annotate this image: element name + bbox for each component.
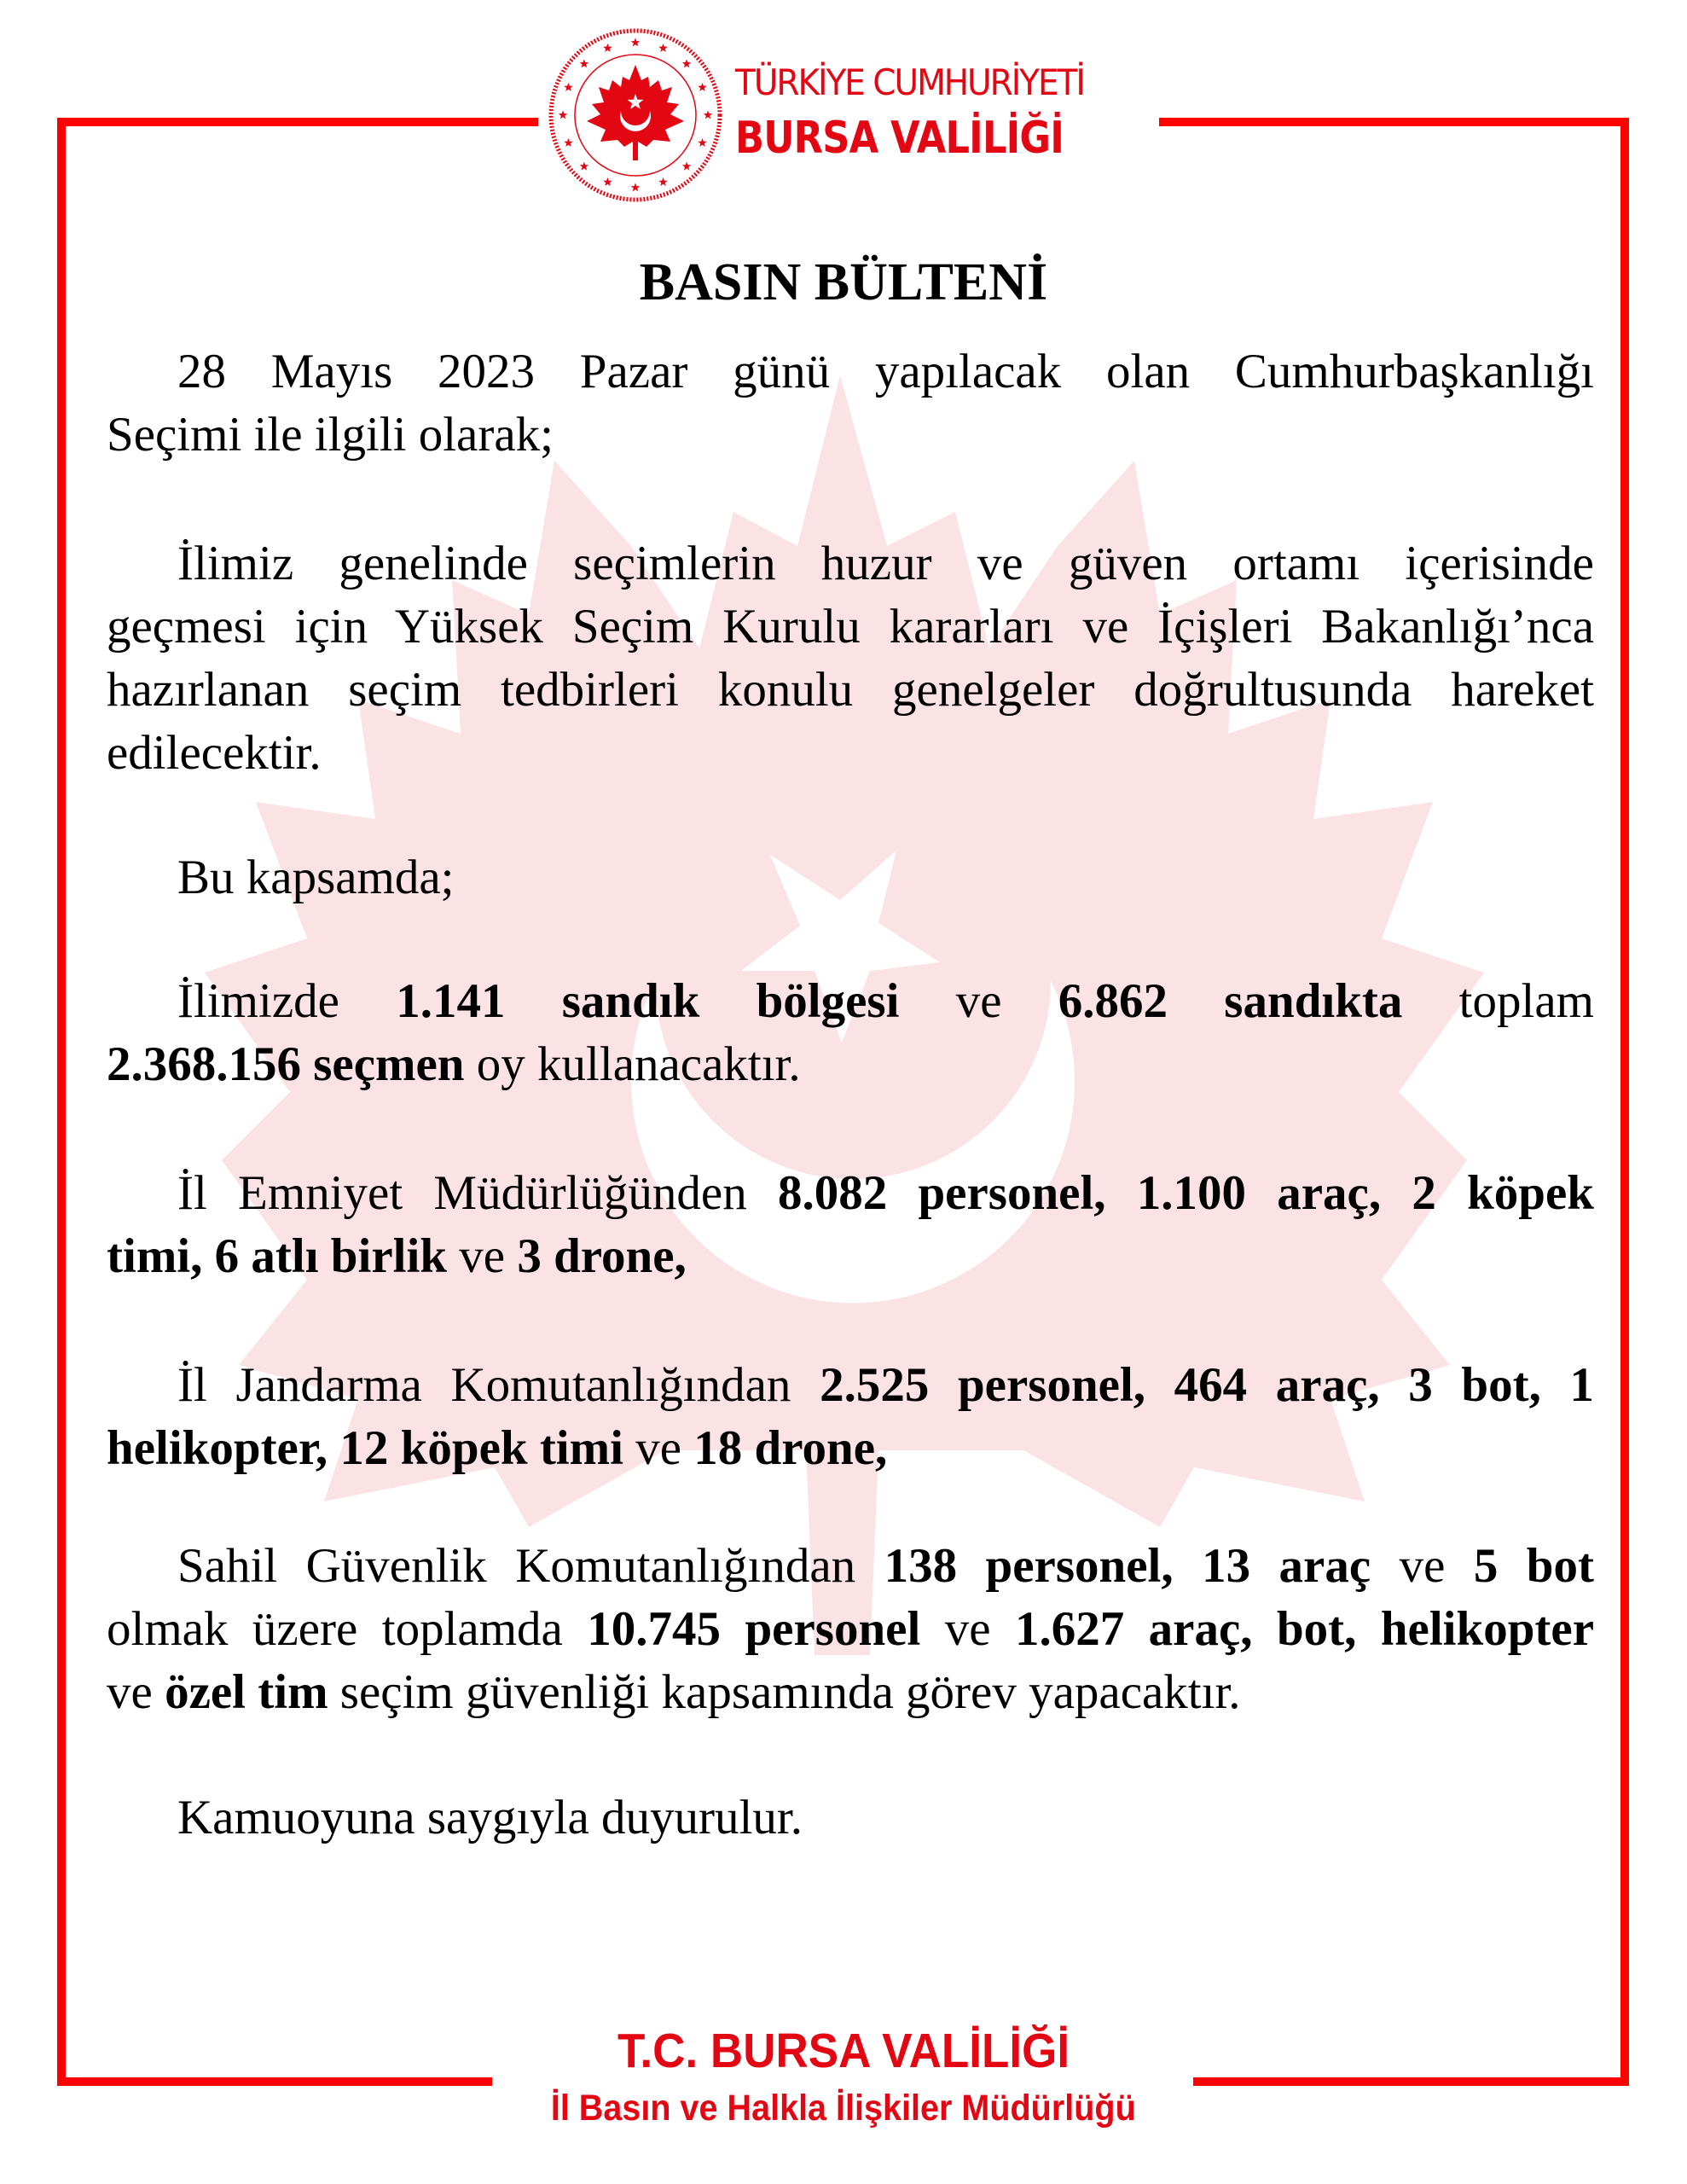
bold-text: helikopter, 12 köpek timi <box>107 1421 623 1475</box>
text-line <box>107 846 1594 909</box>
logo-star-icon <box>682 59 691 67</box>
text: toplam <box>1402 974 1594 1028</box>
logo-star-icon <box>682 162 691 171</box>
frame-bottom-right <box>1193 2077 1629 2086</box>
text-line <box>107 1598 1594 1661</box>
text-line <box>107 1162 1594 1225</box>
header-country-name: TÜRKİYE CUMHURİYETİ <box>735 61 1084 103</box>
text: Bu kapsamda; <box>177 851 455 904</box>
paragraph-measures <box>107 532 1594 785</box>
state-emblem-logo-icon <box>546 26 725 205</box>
text: Kamuoyuna saygıyla duyurulur. <box>177 1791 803 1844</box>
header-governorship-name: BURSA VALİLİĞİ <box>735 113 1064 164</box>
text-line <box>107 1535 1594 1598</box>
text: ve <box>107 1665 165 1719</box>
text-line <box>107 1786 1594 1850</box>
logo-star-icon <box>580 59 588 67</box>
paragraph-election-intro <box>107 340 1594 467</box>
logo-star-icon <box>603 44 612 52</box>
text: hazırlanan seçim tedbirleri konulu genelgeler doğrultusunda hareket <box>107 663 1594 717</box>
logo-star-icon <box>564 138 573 147</box>
frame-bottom-left <box>57 2077 492 2086</box>
logo-star-icon <box>658 177 668 186</box>
logo-star-icon <box>603 177 612 186</box>
bold-text: 6.862 sandıkta <box>1058 974 1403 1028</box>
frame-top-right <box>1159 118 1629 126</box>
text-line <box>107 659 1594 722</box>
text-line <box>107 595 1594 659</box>
bold-text: 18 drone, <box>693 1421 888 1475</box>
text-line <box>107 1661 1594 1724</box>
bold-text: özel tim <box>165 1665 328 1719</box>
logo-star-icon <box>631 38 640 47</box>
text: 28 Mayıs 2023 Pazar günü yapılacak olan Cumhurbaşkanlığı <box>177 345 1594 398</box>
text: ve <box>1371 1539 1474 1593</box>
text: ve <box>920 1602 1015 1656</box>
text: seçim güvenliği kapsamında görev yapacaktır. <box>328 1665 1241 1719</box>
text-line <box>107 1417 1594 1480</box>
paragraph-coast-guard <box>107 1535 1594 1724</box>
bold-text: 8.082 personel, 1.100 araç, 2 köpek <box>777 1166 1594 1220</box>
logo-star-icon <box>698 138 707 147</box>
footer-directorate <box>0 2087 1687 2129</box>
text: ve <box>623 1421 694 1475</box>
footer-governorship <box>0 2024 1687 2078</box>
text-line <box>107 1033 1594 1096</box>
logo-star-icon <box>704 111 712 119</box>
paragraph-closing <box>107 1786 1594 1850</box>
text-line <box>107 404 1594 467</box>
text: olmak üzere toplamda <box>107 1602 588 1656</box>
footer-directorate-text: İl Basın ve Halkla İlişkiler Müdürlüğü <box>551 2088 1136 2129</box>
text-line <box>107 722 1594 785</box>
bold-text: 10.745 personel <box>587 1602 921 1656</box>
text: İlimiz genelinde seçimlerin huzur ve güven ortamı içerisinde <box>177 537 1594 590</box>
text: İl Jandarma Komutanlığından <box>177 1358 820 1412</box>
bold-text: 5 bot <box>1473 1539 1594 1593</box>
frame-right <box>1620 118 1629 2085</box>
frame-top-left <box>57 118 538 126</box>
bold-text: 2.525 personel, 464 araç, 3 bot, 1 <box>820 1358 1594 1412</box>
logo-star-icon <box>658 44 668 52</box>
bold-text: 2.368.156 seçmen <box>107 1037 465 1091</box>
text: Sahil Güvenlik Komutanlığından <box>177 1539 884 1593</box>
text: ve <box>447 1229 518 1283</box>
text-line <box>107 1225 1594 1288</box>
bold-text: 3 drone, <box>517 1229 687 1283</box>
paragraph-police <box>107 1162 1594 1288</box>
bold-text: 1.627 araç, bot, helikopter <box>1014 1602 1594 1656</box>
text-line <box>107 1354 1594 1417</box>
text: İlimizde <box>177 974 397 1028</box>
logo-star-icon <box>559 111 567 119</box>
logo-star-icon <box>580 162 588 171</box>
text-line <box>107 970 1594 1033</box>
paragraph-scope <box>107 846 1594 909</box>
text: Seçimi ile ilgili olarak; <box>107 408 554 462</box>
bold-text: timi, 6 atlı birlik <box>107 1229 447 1283</box>
text-line <box>107 340 1594 404</box>
text: edilecektir. <box>107 726 322 780</box>
bold-text: 138 personel, 13 araç <box>884 1539 1371 1593</box>
page-title: BASIN BÜLTENİ <box>639 253 1048 311</box>
text: İl Emniyet Müdürlüğünden <box>177 1166 778 1220</box>
text: geçmesi için Yüksek Seçim Kurulu kararları ve İçişleri Bakanlığı’nca <box>107 600 1594 653</box>
text-line <box>107 532 1594 595</box>
paragraph-gendarmerie <box>107 1354 1594 1480</box>
bold-text: 1.141 sandık bölgesi <box>396 974 900 1028</box>
logo-star-icon <box>631 183 640 192</box>
logo-star-icon <box>564 83 573 91</box>
logo-star-icon <box>698 83 707 91</box>
text: ve <box>899 974 1058 1028</box>
footer-governorship-text: T.C. BURSA VALİLİĞİ <box>617 2024 1070 2078</box>
text: oy kullanacaktır. <box>464 1037 801 1091</box>
paragraph-ballot-stats <box>107 970 1594 1096</box>
frame-left <box>57 118 66 2085</box>
